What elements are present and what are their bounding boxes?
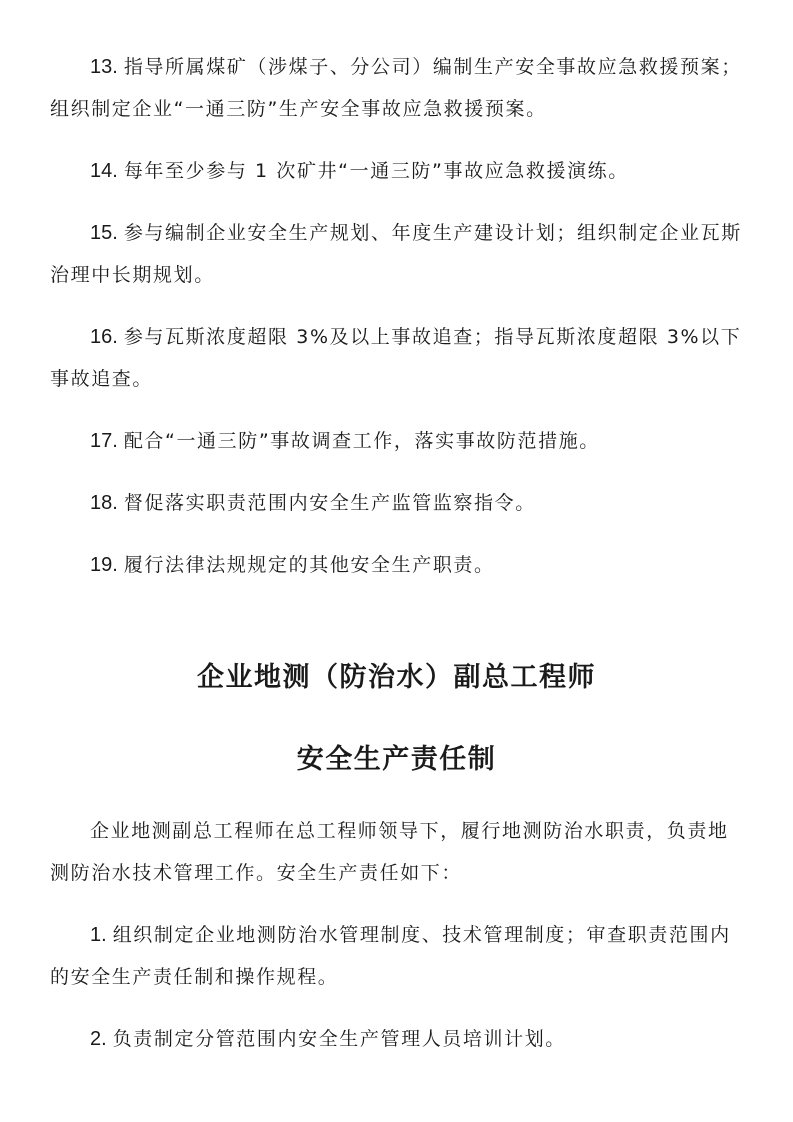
list-item-13 (50, 46, 745, 130)
item-text: 配合“一通三防”事故调查工作，落实事故防范措施。 (123, 430, 600, 452)
item-text: 指导所属煤矿（涉煤子、分公司）编制生产安全事故应急救援预案；组织制定企业“一通三防”生产安全事故应急救援预案。 (50, 56, 742, 120)
item-text: 履行法律法规规定的其他安全生产职责。 (123, 554, 495, 576)
list-item-17 (50, 420, 745, 462)
section-item-1 (50, 914, 745, 998)
section-title-line1: 企业地测（防治水）副总工程师 (197, 662, 596, 693)
list-item-15 (50, 212, 745, 296)
list-item-14 (50, 150, 745, 192)
item-number: 17. (90, 430, 118, 452)
list-item-18 (50, 482, 745, 524)
item-text: 每年至少参与 1 次矿井“一通三防”事故应急救援演练。 (123, 160, 629, 182)
item-text: 负责制定分管范围内安全生产管理人员培训计划。 (112, 1028, 566, 1050)
list-item-16 (50, 316, 745, 400)
item-number: 1. (90, 924, 107, 946)
item-text: 参与瓦斯浓度超限 3%及以上事故追查；指导瓦斯浓度超限 3%以下事故追查。 (50, 326, 742, 390)
section-title-line2: 安全生产责任制 (296, 744, 497, 775)
item-number: 15. (90, 222, 118, 244)
item-number: 18. (90, 492, 118, 514)
item-number: 16. (90, 326, 118, 348)
section-intro: 企业地测副总工程师在总工程师领导下，履行地测防治水职责，负责地测防治水技术管理工作。安全生产责任如下： (50, 820, 729, 884)
item-text: 参与编制企业安全生产规划、年度生产建设计划；组织制定企业瓦斯治理中长期规划。 (50, 222, 742, 286)
item-text: 督促落实职责范围内安全生产监管监察指令。 (123, 492, 536, 514)
item-text: 组织制定企业地测防治水管理制度、技术管理制度；审查职责范围内的安全生产责任制和操作规程。 (50, 924, 731, 988)
item-number: 14. (90, 160, 118, 182)
list-item-19 (50, 544, 745, 586)
item-number: 13. (90, 56, 118, 78)
item-number: 19. (90, 554, 118, 576)
item-number: 2. (90, 1028, 107, 1050)
section-item-2 (50, 1018, 745, 1060)
